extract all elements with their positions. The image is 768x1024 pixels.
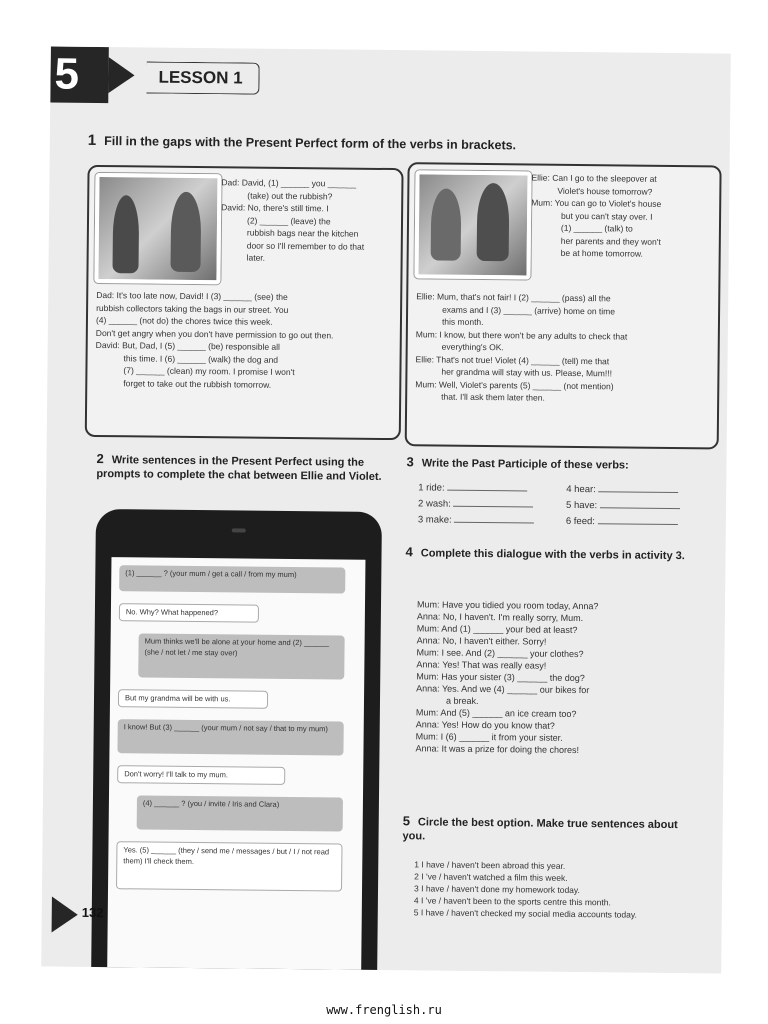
ex4-line-9: a break. [445,695,479,706]
ex5-list [414,858,705,921]
ex1-b-line-4: but you can't stay over. I [561,210,653,222]
ex1-b-line-6: her parents and they won't [560,235,661,247]
ex1-a-line-4: (2) ______ (leave) the [246,215,331,226]
ex1-b-line-15: Mum: Well, Violet's parents (5) ______ (not mention) [415,378,614,391]
page-number-tab [42,896,104,937]
ex3-item-4-blank[interactable] [598,491,678,493]
ex4-line-12: Mum: I (6) ______ it from your sister. [415,731,563,743]
ex1-b-line-14: her grandma will stay with us. Please, Mum!!! [441,366,613,379]
ex1-a-line-2: (take) out the rubbish? [247,190,333,201]
ex3-item-6 [566,514,706,531]
ex1-b-line-13: Ellie: That's not true! Violet (4) ______ (tell) me that [415,353,610,366]
ex1-a-line-15: forget to take out the rubbish tomorrow. [123,377,272,390]
ex1-a-line-6: door so I'll remember to do that [246,240,365,252]
ex1-number: 1 [87,131,97,149]
ex4-heading [405,545,705,563]
ex4-line-1: Mum: Have you tidied you room today, Anna? [416,599,599,612]
ex4-line-4: Anna: No, I haven't either. Sorry! [416,635,547,647]
ex1-dialogue-box-ellie-mum [405,162,722,449]
ex3-item-1-label: 1 ride: [418,482,445,494]
ex1-heading [88,132,516,153]
ex1-b-line-9: exams and I (3) ______ (arrive) home on time [442,304,616,316]
ex1-dialogue-box-dad-david [85,165,404,440]
ex4-line-2: Anna: No, I haven't. I'm really sorry, Mum. [416,611,584,624]
ex3-item-4-label: 4 hear: [566,483,596,496]
unit-arrow-icon [108,57,134,93]
lesson-title: LESSON 1 [146,61,259,94]
ex3-item-3-label: 3 make: [417,514,452,526]
ex4-line-5: Mum: I see. And (2) ______ your clothes? [416,647,584,660]
ex3-item-6-label: 6 feed: [565,515,596,528]
ex1-b-line-3: Mum: You can go to Violet's house [531,197,662,209]
chat-bubble-3: Mum thinks we'll be alone at your home and (2) ______ (she / not let / me stay over) [138,633,344,679]
textbook-page [41,46,731,973]
ex1-title: Fill in the gaps with the Present Perfect form of the verbs in brackets. [104,134,517,153]
ex1-a-line-11: Don't get angry when you don't have permission to go out then. [95,327,334,340]
ex1-b-line-11: Mum: I know, but there won't be any adults to check that [415,328,628,342]
page-number: 132 [81,904,104,921]
ex1-b-line-7: be at home tomorrow. [560,247,643,259]
ex4-line-13: Anna: It was a prize for doing the chores! [415,743,580,756]
ex3-item-2-blank[interactable] [453,506,533,508]
ex3-heading [406,455,706,473]
chat-bubble-1: (1) ______ ? (your mum / get a call / from my mum) [119,565,345,593]
ex5-number: 5 [402,813,411,829]
ex4-line-8: Anna: Yes. And we (4) ______ our bikes for [416,683,590,696]
ex1-a-line-10: (4) ______ (not do) the chores twice this week. [95,314,273,327]
ex4-line-10: Mum: And (5) ______ an ice cream too? [415,707,577,720]
ex4-title: Complete this dialogue with the verbs in activity 3. [420,547,685,563]
photo-dad-and-david [94,173,221,284]
chat-bubble-2: No. Why? What happened? [119,603,259,622]
ex1-b-line-2: Violet's house tomorrow? [557,185,653,197]
ex1-a-line-3: David: No, there's still time. I [221,202,329,214]
ex3-item-4 [566,482,706,499]
ex1-b-line-12: everything's OK. [441,341,504,353]
page-arrow-icon [52,897,78,933]
ex3-item-1-blank[interactable] [447,490,527,492]
ex5-item-2: 2 I 've / haven't watched a film this week. [414,871,568,883]
chat-screen [107,557,365,972]
ex3-item-2-label: 2 wash: [418,498,451,510]
ex1-a-line-14: (7) ______ (clean) my room. I promise I won't [123,365,295,378]
chat-bubble-6: Don't worry! I'll talk to my mum. [117,765,285,785]
unit-number: 5 [50,46,109,103]
source-url: www.frenglish.ru [326,1003,442,1017]
ex3-item-2 [418,496,558,513]
ex3-list-left [418,480,558,529]
ex4-line-11: Anna: Yes! How do you know that? [415,719,555,731]
ex3-item-5-blank[interactable] [600,507,680,509]
ex1-b-line-8: Ellie: Mum, that's not fair! I (2) ______ (pass) all the [416,291,611,304]
ex3-item-5 [566,498,706,515]
chat-bubble-8: Yes. (5) ______ (they / send me / messages / but / I / not read them) I'll check them. [116,841,342,891]
ex1-b-line-5: (1) ______ (talk) to [560,222,633,234]
ex2-number: 2 [96,450,104,467]
ex1-box-a-top [221,176,396,265]
ex1-a-line-9: rubbish collectors taking the bags in our street. You [96,302,289,315]
ex4-dialogue [415,598,707,757]
chat-bubble-7: (4) ______ ? (you / invite / Iris and Clara) [137,795,343,831]
ex1-b-line-1: Ellie: Can I go to the sleepover at [531,172,657,184]
ex1-a-line-13: this time. I (6) ______ (walk) the dog and [123,352,279,365]
ex1-a-line-5: rubbish bags near the kitchen [246,227,359,239]
ex2-heading [96,452,386,484]
chat-bubble-5: I know! But (3) ______ (your mum / not say / that to my mum) [117,719,343,755]
ex1-a-line-1: Dad: David, (1) ______ you ______ [221,177,357,189]
ex1-a-line-12: David: But, Dad, I (5) ______ (be) responsible all [95,339,281,352]
ex1-a-line-7: later. [246,252,266,263]
ex3-item-3 [418,512,558,529]
ex3-item-1 [418,480,558,497]
ex1-b-line-16: that. I'll ask them later then. [441,391,545,403]
ex5-item-1: 1 I have / haven't been abroad this year. [414,859,566,871]
ex5-item-5: 5 I have / haven't checked my social media accounts today. [413,907,637,920]
photo-ellie-and-mum [414,170,531,279]
ex4-line-6: Anna: Yes! That was really easy! [416,659,547,671]
ex3-number: 3 [406,454,414,470]
ex1-a-line-8: Dad: It's too late now, David! I (3) ______ (see) the [96,289,288,302]
ex5-item-4: 4 I 've / haven't been to the sports centre this month. [413,895,611,908]
ex4-line-7: Mum: Has your sister (3) ______ the dog? [416,671,585,684]
ex3-item-6-blank[interactable] [598,523,678,525]
ex5-item-3: 3 I have / haven't done my homework today. [413,883,580,896]
ex1-b-line-10: this month. [441,316,484,328]
ex4-line-3: Mum: And (1) ______ your bed at least? [416,623,578,636]
ex5-title: Circle the best option. Make true sentences about you. [402,816,678,843]
ex3-title: Write the Past Participle of these verbs: [421,457,629,472]
ex5-heading [403,814,703,846]
ex1-box-b-top [531,172,714,261]
chat-bubble-4: But my grandma will be with us. [118,689,268,709]
phone-chat-mockup [91,509,382,972]
ex3-item-5-label: 5 have: [566,499,598,512]
ex3-item-3-blank[interactable] [454,522,534,524]
phone-speaker [232,528,246,532]
ex3-list-right [566,482,706,531]
ex4-number: 4 [405,544,413,560]
ex2-title: Write sentences in the Present Perfect using the prompts to complete the chat between Ellie and Violet. [96,454,382,483]
ex1-box-b-bottom [415,290,712,406]
ex1-box-a-bottom [95,289,394,392]
